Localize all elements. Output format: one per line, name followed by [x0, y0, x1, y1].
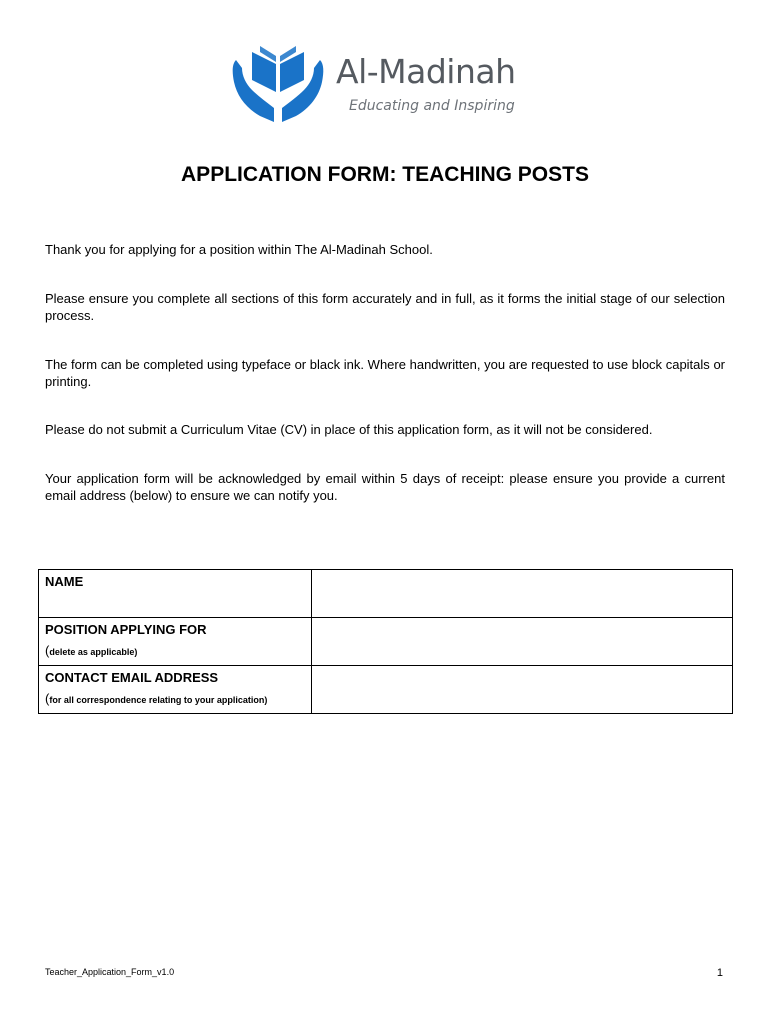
school-logo [230, 42, 550, 124]
brand-tagline: Educating and Inspiring [349, 98, 515, 114]
position-label: POSITION APPLYING FOR [45, 622, 207, 637]
applicant-info-table [38, 569, 733, 714]
position-note: (delete as applicable) [45, 643, 138, 658]
intro-paragraph-thanks: Thank you for applying for a position within The Al-Madinah School. [45, 242, 433, 257]
footer-document-name: Teacher_Application_Form_v1.0 [45, 967, 175, 977]
name-label: NAME [45, 574, 84, 589]
email-label: CONTACT EMAIL ADDRESS [45, 670, 219, 685]
table-row-name [39, 570, 733, 618]
intro-paragraph-ink: The form can be completed using typeface or black ink. Where handwritten, you are requested to use block capitals or printing. [45, 357, 725, 389]
position-field[interactable] [312, 618, 733, 666]
page-title: APPLICATION FORM: TEACHING POSTS [181, 163, 589, 186]
table-row-position [39, 618, 733, 666]
book-hands-logo-icon [230, 42, 330, 124]
name-field[interactable] [312, 570, 733, 618]
position-label-cell [39, 618, 312, 666]
intro-paragraph-acknowledgement: Your application form will be acknowledged by email within 5 days of receipt: please ensure you provide a current email address (below) to ensure we can notify you. [45, 471, 725, 503]
email-field[interactable] [312, 666, 733, 714]
intro-paragraph-completeness: Please ensure you complete all sections of this form accurately and in full, as it forms the initial stage of our selection process. [45, 291, 725, 323]
footer-page-number: 1 [716, 967, 723, 979]
email-note: (for all correspondence relating to your application) [45, 691, 268, 706]
intro-paragraph-cv: Please do not submit a Curriculum Vitae (CV) in place of this application form, as it will not be considered. [45, 422, 653, 437]
table-row-email [39, 666, 733, 714]
brand-name: Al-Madinah [336, 52, 516, 91]
email-label-cell [39, 666, 312, 714]
name-label-cell [39, 570, 312, 618]
